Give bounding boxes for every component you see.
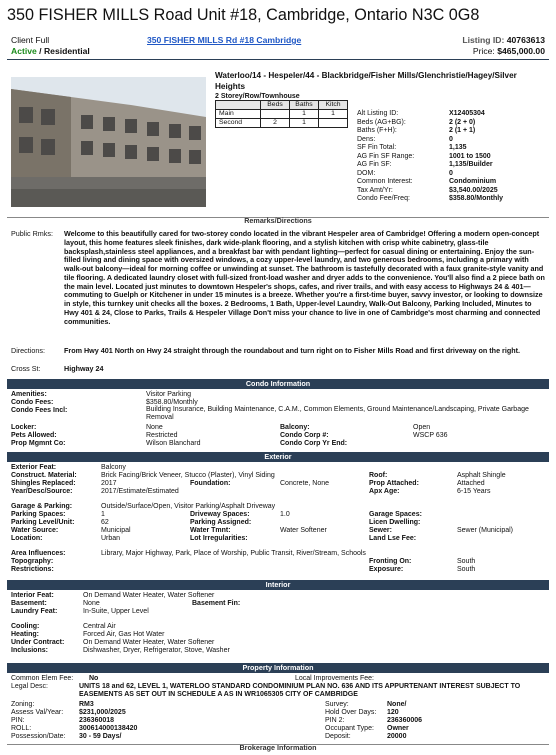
attr-label: Baths (F+H): xyxy=(357,127,397,134)
year-value: 2017/Estimate/Estimated xyxy=(101,488,179,495)
occupant-type-value: Owner xyxy=(387,725,409,732)
roof-label: Roof: xyxy=(369,472,388,479)
condo-fees-value: $358.80/Monthly xyxy=(146,399,198,406)
construct-material-label: Construct. Material: xyxy=(11,472,77,479)
list-item xyxy=(357,119,547,128)
heating-label: Heating: xyxy=(11,631,39,638)
pin-label: PIN: xyxy=(11,717,25,724)
attr-label: Tax Amt/Yr: xyxy=(357,186,393,194)
water-tmnt-value: Water Softener xyxy=(280,527,327,534)
exterior-feat-label: Exterior Feat: xyxy=(11,464,57,471)
condo-corp-label: Condo Corp #: xyxy=(280,432,329,439)
list-item xyxy=(357,178,547,187)
prop-attached-label: Prop Attached: xyxy=(369,480,419,487)
balcony-label: Balcony: xyxy=(280,424,310,431)
property-category: Residential xyxy=(43,46,90,56)
rooms-beds xyxy=(261,110,290,119)
roll-value: 300614000138420 xyxy=(79,725,138,732)
amenities-label: Amenities: xyxy=(11,391,47,398)
rooms-level: Main xyxy=(216,110,261,119)
table-row xyxy=(216,119,348,128)
assess-value: $231,000/2025 xyxy=(79,709,126,716)
attr-label: Beds (AG+BG): xyxy=(357,118,406,126)
exposure-value: South xyxy=(457,566,476,573)
listing-id xyxy=(462,36,545,46)
garage-spaces-label: Garage Spaces: xyxy=(369,511,422,518)
foundation-label: Foundation: xyxy=(190,480,231,487)
parking-level-label: Parking Level/Unit: xyxy=(11,519,75,526)
attr-value: 2 (1 + 1) xyxy=(449,127,476,134)
listing-header xyxy=(7,34,549,60)
rooms-header-beds: Beds xyxy=(261,101,290,110)
area-influences-label: Area Influences: xyxy=(11,550,66,557)
area-neighbourhoods: Waterloo/14 - Hespeler/44 - Blackbridge/Fisher Mills/Glenchristie/Hagey/Silver Heights xyxy=(215,71,517,91)
rooms-table xyxy=(215,100,348,128)
survey-label: Survey: xyxy=(325,701,349,708)
attr-label: SF Fin Total: xyxy=(357,144,397,151)
exposure-label: Exposure: xyxy=(369,566,404,573)
licen-dwelling-label: Licen Dwelling: xyxy=(369,519,421,526)
property-photo[interactable] xyxy=(11,77,206,207)
parking-spaces-label: Parking Spaces: xyxy=(11,511,66,518)
cross-street xyxy=(11,365,104,373)
condo-fees-label: Condo Fees: xyxy=(11,399,54,406)
common-elem-label: Common Elem Fee: xyxy=(11,675,74,682)
hold-over-value: 120 xyxy=(387,709,399,716)
cooling-value: Central Air xyxy=(83,623,116,630)
pets-value: Restricted xyxy=(146,432,178,439)
key-attributes xyxy=(357,110,547,204)
possession-value: 30 - 59 Days/ xyxy=(79,733,122,740)
inclusions-value: Dishwasher, Dryer, Refrigerator, Stove, Washer xyxy=(83,647,230,654)
directions-text: From Hwy 401 North on Hwy 24 straight through the roundabout and turn right on to Fisher Mills Road and first driveway on the right. xyxy=(64,346,521,355)
list-item xyxy=(357,144,547,153)
basement-label: Basement: xyxy=(11,600,47,607)
roof-value: Asphalt Shingle xyxy=(457,472,506,479)
rooms-header-kitch: Kitch xyxy=(319,101,348,110)
basement-value: None xyxy=(83,600,100,607)
pets-label: Pets Allowed: xyxy=(11,432,57,439)
property-section-heading: Property Information xyxy=(7,663,549,673)
condo-corp-yr-label: Condo Corp Yr End: xyxy=(280,440,348,447)
prop-mgmt-value: Wilson Blanchard xyxy=(146,440,201,447)
driveway-spaces-label: Driveway Spaces: xyxy=(190,511,250,518)
deposit-value: 20000 xyxy=(387,733,407,740)
exterior-feat-value: Balcony xyxy=(101,464,126,471)
attr-value: 0 xyxy=(449,169,453,177)
attr-label: Condo Fee/Freq: xyxy=(357,195,410,202)
list-item xyxy=(357,127,547,136)
rooms-table-header xyxy=(216,101,348,110)
list-item xyxy=(357,187,547,196)
garage-value: Outside/Surface/Open, Visitor Parking/Asphalt Driveway xyxy=(101,503,276,510)
directions-label: Directions: xyxy=(11,346,45,355)
pin-value: 236360018 xyxy=(79,717,115,724)
rooms-baths: 1 xyxy=(290,119,319,128)
water-source-label: Water Source: xyxy=(11,527,59,534)
condo-fees-incl-value: Building Insurance, Building Maintenance, C.A.M., Common Elements, Ground Maintenance/Landscaping, Private Garbage Removal xyxy=(146,406,529,422)
interior-section-heading: Interior xyxy=(7,580,549,590)
list-item xyxy=(357,161,547,170)
price-value: $465,000.00 xyxy=(497,46,545,56)
apx-age-label: Apx Age: xyxy=(369,488,400,495)
exterior-section-heading: Exterior xyxy=(7,452,549,462)
public-remarks-label: Public Rmks: xyxy=(11,229,53,238)
condo-section-heading: Condo Information xyxy=(7,379,549,389)
year-label: Year/Desc/Source: xyxy=(11,488,73,495)
cross-street-value: Highway 24 xyxy=(64,364,104,373)
address-link[interactable]: 350 FISHER MILLS Rd #18 Cambridge xyxy=(147,35,302,45)
parking-assigned-label: Parking Assigned: xyxy=(190,519,252,526)
price-label: Price: xyxy=(472,46,495,56)
laundry-label: Laundry Feat: xyxy=(11,608,58,615)
attr-label: DOM: xyxy=(357,169,376,177)
occupant-type-label: Occupant Type: xyxy=(325,725,374,732)
zoning-value: RM3 xyxy=(79,701,94,708)
land-lease-label: Land Lse Fee: xyxy=(369,535,417,542)
balcony-value: Open xyxy=(413,424,431,431)
pin2-label: PIN 2: xyxy=(325,717,345,724)
remarks-heading: Remarks/Directions xyxy=(244,216,312,225)
condo-fees-incl-label: Condo Fees Incl: xyxy=(11,407,68,414)
property-type: 2 Storey/Row/Townhouse xyxy=(215,93,300,101)
attr-label: AG Fin SF Range: xyxy=(357,152,415,160)
list-item xyxy=(357,170,547,179)
rooms-kitch xyxy=(319,119,348,128)
listing-price xyxy=(473,47,545,57)
list-item xyxy=(357,153,547,162)
locker-value: None xyxy=(146,424,163,431)
attr-value: Condominium xyxy=(449,178,497,185)
foundation-value: Concrete, None xyxy=(280,480,330,487)
garage-label: Garage & Parking: xyxy=(11,503,73,510)
basement-fin-label: Basement Fin: xyxy=(192,600,241,607)
possession-label: Possession/Date: xyxy=(11,733,66,740)
water-tmnt-label: Water Tmnt: xyxy=(190,527,231,534)
report-type: Client Full xyxy=(11,35,50,45)
lot-irregularities-label: Lot Irregularities: xyxy=(190,535,248,542)
shingles-label: Shingles Replaced: xyxy=(11,480,76,487)
pin2-value: 236360006 xyxy=(387,717,423,724)
laundry-value: In-Suite, Upper Level xyxy=(83,608,149,615)
cooling-label: Cooling: xyxy=(11,623,40,630)
attr-value: 2 (2 + 0) xyxy=(449,118,476,126)
inclusions-label: Inclusions: xyxy=(11,647,48,654)
roll-label: ROLL: xyxy=(11,725,32,732)
prop-attached-value: Attached xyxy=(457,480,485,487)
sewer-label: Sewer: xyxy=(369,527,392,534)
page-title: 350 FISHER MILLS Road Unit #18, Cambridge, Ontario N3C 0G8 xyxy=(7,6,480,24)
attr-value: 1,135/Builder xyxy=(449,161,493,168)
sewer-value: Sewer (Municipal) xyxy=(457,527,514,534)
listing-summary xyxy=(215,71,545,101)
local-improvements-label: Local Improvements Fee: xyxy=(295,675,374,682)
attr-value: $3,540.00/2025 xyxy=(449,186,498,194)
list-item xyxy=(357,195,547,204)
location-value: Urban xyxy=(101,535,121,542)
status-badge: Active xyxy=(11,46,37,56)
rooms-baths: 1 xyxy=(290,110,319,119)
driveway-spaces-value: 1.0 xyxy=(280,511,290,518)
public-remarks-text: Welcome to this beautifully cared for two-storey condo located in the vibrant Hespeler area of Cambridge! Offering a modern open-concept layout, this home features sleek finishes, dark wide-plank flooring, and a stylish kitchen with crisp white cabinetry, glass-tile backsplash,stainless steel appliances, and a breakfast bar with pendant lighting—perfect for casual dining or entertaining. Enjoy the sun-filled living and dining space with oversized windows, a cozy upper-level laundry, and two generous bedrooms, including a primary with walk-out balcony—ideal for morning coffee or unwinding at sunset. The bathroom is tastefully decorated with a faux granite-style vanity and tile flooring. A dedicated laundry closet with full-sized front-load washer and dryer adds to the convenience. You'll also find a 2 piece bath on the main level. Located just minutes to downtown Hespeler's shops, cafes, and river trails, and with easy access to Highways 24 & 401—commuting to Guelph or Kitchener in under 15 minutes is a breeze. Whether you're a first-time buyer, savvy investor, or looking to downsize in style, this turnkey unit checks all the boxes. 2 Bedrooms, 1 Bath, Upper-level Laundry, Walk-Out Balcony, Parking Included, Minutes to Hwy 401 & 24, Close to Parks, Trails & Hespeler Village Don't miss your chance to live in one of Cambridge's most charming and connected communities. xyxy=(64,229,545,326)
legal-desc-label: Legal Desc: xyxy=(11,683,48,690)
attr-value: X12405304 xyxy=(449,110,485,117)
interior-feat-label: Interior Feat: xyxy=(11,592,54,599)
amenities-value: Visitor Parking xyxy=(146,391,192,398)
restrictions-label: Restrictions: xyxy=(11,566,54,573)
heating-value: Forced Air, Gas Hot Water xyxy=(83,631,165,638)
listing-id-label: Listing ID: xyxy=(462,35,505,45)
list-item xyxy=(357,136,547,145)
townhouse-photo-image xyxy=(11,77,206,207)
area-influences-value: Library, Major Highway, Park, Place of Worship, Public Transit, River/Stream, Schools xyxy=(101,550,366,557)
prop-mgmt-label: Prop Mgmnt Co: xyxy=(11,440,66,447)
interior-feat-value: On Demand Water Heater, Water Softener xyxy=(83,592,215,599)
attr-value: $358.80/Monthly xyxy=(449,195,504,202)
rooms-beds: 2 xyxy=(261,119,290,128)
attr-label: AG Fin SF: xyxy=(357,161,392,168)
locker-label: Locker: xyxy=(11,424,37,431)
under-contract-label: Under Contract: xyxy=(11,639,65,646)
attr-value: 1,135 xyxy=(449,144,467,151)
survey-value: None/ xyxy=(387,701,407,708)
location-label: Location: xyxy=(11,535,43,542)
list-item xyxy=(357,110,547,119)
rooms-header-blank xyxy=(216,101,261,110)
topography-label: Topography: xyxy=(11,558,54,565)
cross-street-label: Cross St: xyxy=(11,364,41,373)
listing-id-value: 40763613 xyxy=(506,35,545,45)
table-row xyxy=(216,110,348,119)
attr-label: Common Interest: xyxy=(357,178,413,185)
condo-corp-value: WSCP 636 xyxy=(413,432,448,439)
assess-label: Assess Val/Year: xyxy=(11,709,64,716)
hold-over-label: Hold Over Days: xyxy=(325,709,377,716)
under-contract-value: On Demand Water Heater, Water Softener xyxy=(83,639,215,646)
fronting-label: Fronting On: xyxy=(369,558,412,565)
rooms-kitch: 1 xyxy=(319,110,348,119)
attr-label: Alt Listing ID: xyxy=(357,110,399,117)
zoning-label: Zoning: xyxy=(11,701,35,708)
water-source-value: Municipal xyxy=(101,527,131,534)
status-separator: / xyxy=(36,46,44,56)
deposit-label: Deposit: xyxy=(325,733,351,740)
parking-spaces-value: 1 xyxy=(101,511,105,518)
legal-desc-value: UNITS 18 and 62, LEVEL 1, WATERLOO STANDARD CONDOMINIUM PLAN NO. 636 AND ITS APPURTENANT INTEREST SUBJECT TO EASEMENTS AS SET OUT IN SCHEDULE A AS IN WR1065305 CITY OF CAMBRIDGE xyxy=(79,683,521,699)
parking-level-value: 62 xyxy=(101,519,109,526)
apx-age-value: 6-15 Years xyxy=(457,488,491,495)
attr-value: 1001 to 1500 xyxy=(449,152,491,160)
rooms-header-baths: Baths xyxy=(290,101,319,110)
attr-value: 0 xyxy=(449,135,453,143)
rooms-level: Second xyxy=(216,119,261,128)
attr-label: Dens: xyxy=(357,135,376,143)
fronting-value: South xyxy=(457,558,476,565)
shingles-value: 2017 xyxy=(101,480,117,487)
directions xyxy=(11,347,546,356)
public-remarks xyxy=(11,230,546,327)
common-elem-value: No xyxy=(89,675,99,682)
construct-material-value: Brick Facing/Brick Veneer, Stucco (Plaster), Vinyl Siding xyxy=(101,472,275,479)
brokerage-heading: Brokerage Information xyxy=(239,743,317,752)
listing-status xyxy=(11,47,90,57)
